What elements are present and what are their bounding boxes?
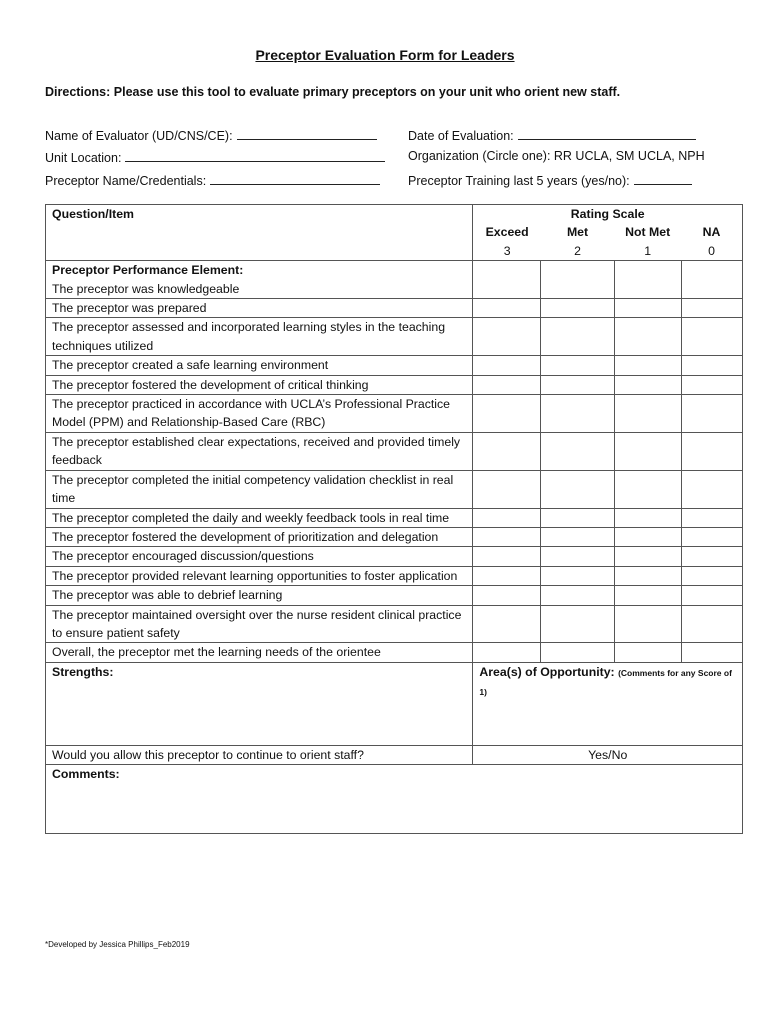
scale-label-row [46, 223, 743, 241]
item-row [46, 508, 743, 527]
rating-cell[interactable] [541, 318, 614, 356]
item-text: The preceptor assessed and incorporated learning styles in the teaching techniques utilized [46, 318, 473, 356]
evaluation-table [45, 204, 743, 834]
rating-scale-header: Rating Scale [473, 205, 743, 224]
rating-cell[interactable] [541, 356, 614, 375]
rating-cell[interactable] [681, 280, 742, 299]
rating-cell[interactable] [541, 395, 614, 433]
item-text: The preceptor created a safe learning environment [46, 356, 473, 375]
rating-cell[interactable] [681, 299, 742, 318]
training-input-line[interactable] [634, 172, 692, 185]
item-row [46, 643, 743, 662]
continue-row [46, 745, 743, 764]
evaluator-input-line[interactable] [237, 127, 377, 140]
rating-cell[interactable] [541, 605, 614, 643]
rating-cell[interactable] [541, 432, 614, 470]
rating-cell[interactable] [614, 643, 681, 662]
item-row [46, 586, 743, 605]
rating-cell[interactable] [614, 432, 681, 470]
item-row [46, 547, 743, 566]
item-text: The preceptor was prepared [46, 299, 473, 318]
rating-cell[interactable] [681, 318, 742, 356]
item-row [46, 375, 743, 394]
training-field [408, 172, 692, 188]
scale-value-row [46, 242, 743, 261]
rating-cell[interactable] [614, 527, 681, 546]
date-input-line[interactable] [518, 127, 696, 140]
rating-cell[interactable] [473, 527, 541, 546]
rating-cell[interactable] [681, 586, 742, 605]
strengths-cell[interactable] [46, 662, 473, 745]
rating-cell[interactable] [614, 318, 681, 356]
rating-cell[interactable] [614, 375, 681, 394]
rating-cell[interactable] [473, 586, 541, 605]
section-title-row [46, 261, 743, 280]
item-text: The preceptor practiced in accordance with UCLA’s Professional Practice Model (PPM) and Relationship-Based Care (RBC) [46, 395, 473, 433]
footer-credit: *Developed by Jessica Phillips_Feb2019 [45, 940, 190, 949]
date-field [408, 127, 696, 143]
rating-cell[interactable] [681, 395, 742, 433]
rating-cell[interactable] [541, 527, 614, 546]
rating-cell[interactable] [541, 586, 614, 605]
item-text: The preceptor maintained oversight over the nurse resident clinical practice to ensure patient safety [46, 605, 473, 643]
rating-cell[interactable] [473, 470, 541, 508]
rating-cell [473, 261, 541, 280]
unit-label: Unit Location: [45, 151, 122, 165]
scale-label: Not Met [625, 225, 671, 240]
item-text: The preceptor was knowledgeable [46, 280, 473, 299]
rating-cell[interactable] [473, 318, 541, 356]
directions-text: Directions: Please use this tool to evaluate primary preceptors on your unit who orient new staff. [45, 85, 621, 99]
rating-cell[interactable] [681, 432, 742, 470]
scale-value: 0 [681, 242, 742, 261]
comments-cell[interactable] [46, 765, 743, 834]
strengths-label: Strengths: [52, 664, 114, 679]
organization-label: Organization (Circle one): RR UCLA, SM UCLA, NPH [408, 149, 705, 163]
rating-cell[interactable] [541, 299, 614, 318]
rating-cell[interactable] [614, 586, 681, 605]
comments-row [46, 765, 743, 834]
item-text: The preceptor fostered the development of critical thinking [46, 375, 473, 394]
rating-cell[interactable] [614, 299, 681, 318]
rating-cell[interactable] [473, 280, 541, 299]
rating-cell[interactable] [473, 299, 541, 318]
rating-cell [614, 261, 681, 280]
rating-cell[interactable] [614, 356, 681, 375]
scale-label: Exceed [473, 223, 541, 241]
opportunity-note: (Comments for any Score of 1) [479, 667, 732, 698]
rating-cell[interactable] [681, 605, 742, 643]
evaluator-field [45, 127, 377, 143]
scale-value: 3 [473, 242, 541, 261]
rating-cell[interactable] [681, 508, 742, 527]
section-title: Preceptor Performance Element: [46, 261, 473, 280]
preceptor-name-input-line[interactable] [210, 172, 380, 185]
preceptor-name-field [45, 172, 380, 188]
item-text: Overall, the preceptor met the learning needs of the orientee [46, 643, 473, 662]
header-row [46, 205, 743, 224]
scale-value: 1 [614, 242, 681, 261]
rating-cell[interactable] [473, 605, 541, 643]
question-header: Question/Item [46, 205, 473, 224]
rating-cell [541, 261, 614, 280]
rating-cell[interactable] [681, 547, 742, 566]
rating-cell [681, 261, 742, 280]
rating-cell[interactable] [473, 356, 541, 375]
opportunity-cell[interactable] [473, 662, 743, 745]
item-row [46, 299, 743, 318]
rating-cell[interactable] [614, 605, 681, 643]
item-row [46, 280, 743, 299]
organization-field [408, 149, 705, 163]
preceptor-name-label: Preceptor Name/Credentials: [45, 174, 207, 188]
rating-cell[interactable] [614, 280, 681, 299]
rating-cell[interactable] [614, 566, 681, 585]
continue-options[interactable]: Yes/No [473, 745, 743, 764]
item-row [46, 432, 743, 470]
evaluator-label: Name of Evaluator (UD/CNS/CE): [45, 129, 233, 143]
continue-question: Would you allow this preceptor to continue to orient staff? [46, 745, 473, 764]
item-row [46, 395, 743, 433]
rating-cell[interactable] [681, 375, 742, 394]
rating-cell[interactable] [541, 470, 614, 508]
rating-cell[interactable] [681, 356, 742, 375]
item-text: The preceptor completed the daily and weekly feedback tools in real time [46, 508, 473, 527]
item-text: The preceptor completed the initial competency validation checklist in real time [46, 470, 473, 508]
item-text: The preceptor encouraged discussion/questions [46, 547, 473, 566]
strengths-row [46, 662, 743, 745]
rating-cell[interactable] [473, 566, 541, 585]
scale-label: NA [681, 223, 742, 241]
rating-cell[interactable] [681, 566, 742, 585]
date-label: Date of Evaluation: [408, 129, 514, 143]
item-row [46, 605, 743, 643]
comments-label: Comments: [52, 767, 120, 782]
rating-cell[interactable] [473, 432, 541, 470]
rating-cell[interactable] [541, 643, 614, 662]
item-row [46, 566, 743, 585]
item-row [46, 356, 743, 375]
item-text: The preceptor was able to debrief learning [46, 586, 473, 605]
rating-cell[interactable] [541, 508, 614, 527]
blank-cell [46, 242, 473, 261]
blank-cell [46, 223, 473, 241]
unit-field [45, 149, 385, 165]
rating-cell[interactable] [541, 547, 614, 566]
scale-value: 2 [541, 242, 614, 261]
rating-cell[interactable] [473, 643, 541, 662]
rating-cell[interactable] [541, 566, 614, 585]
rating-cell[interactable] [614, 395, 681, 433]
rating-cell[interactable] [473, 547, 541, 566]
item-text: The preceptor established clear expectations, received and provided timely feedback [46, 432, 473, 470]
rating-cell[interactable] [473, 508, 541, 527]
rating-cell[interactable] [614, 547, 681, 566]
item-row [46, 527, 743, 546]
rating-cell[interactable] [681, 527, 742, 546]
scale-label: Met [566, 225, 589, 240]
rating-cell[interactable] [473, 395, 541, 433]
item-row [46, 470, 743, 508]
rating-cell[interactable] [473, 375, 541, 394]
opportunity-label: Area(s) of Opportunity: [479, 664, 615, 679]
item-text: The preceptor fostered the development of prioritization and delegation [46, 527, 473, 546]
rating-cell[interactable] [614, 470, 681, 508]
rating-cell[interactable] [681, 643, 742, 662]
training-label: Preceptor Training last 5 years (yes/no): [408, 174, 630, 188]
rating-cell[interactable] [681, 470, 742, 508]
rating-cell[interactable] [614, 508, 681, 527]
form-title: Preceptor Evaluation Form for Leaders [255, 47, 515, 63]
unit-input-line[interactable] [125, 149, 385, 162]
rating-cell[interactable] [541, 280, 614, 299]
item-text: The preceptor provided relevant learning opportunities to foster application [46, 566, 473, 585]
rating-cell[interactable] [541, 375, 614, 394]
item-row [46, 318, 743, 356]
